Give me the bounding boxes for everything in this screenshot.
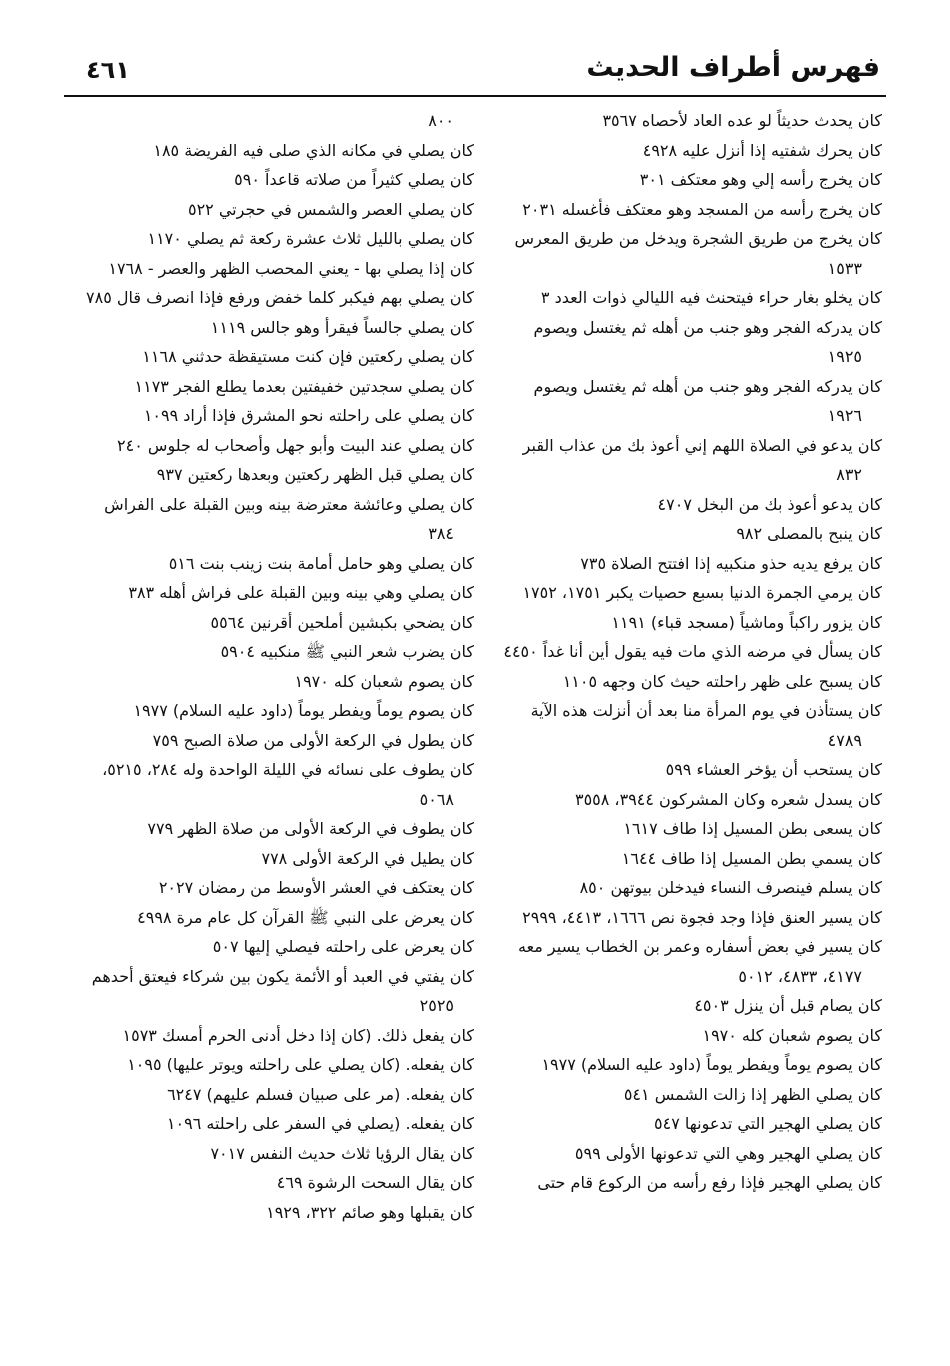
index-entry: كان يصلي الهجير وهي التي تدعونها الأولى ٥٩٩ [574,1143,882,1163]
index-entry: كان يدركه الفجر وهو جنب من أهله ثم يغتسل ويصوم ١٩٢٥ [533,317,882,366]
index-entry: كان يصلي في مكانه الذي صلى فيه الفريضة ١٨٥ [153,140,474,160]
index-entry: كان يخلو بغار حراء فيتحنث فيه الليالي ذوات العدد ٣ [540,288,882,307]
index-entry: كان يصلي كثيراً من صلاته قاعداً ٥٩٠ [234,170,474,189]
index-entry: كان يصوم يوماً ويفطر يوماً (داود عليه السلام) ١٩٧٧ [541,1055,882,1074]
index-entry: كان يضحي بكبشين أملحين أقرنين ٥٥٦٤ [210,612,474,632]
index-entry: كان يصام قبل أن ينزل ٤٥٠٣ [694,996,882,1015]
index-entry: كان يسأل في مرضه الذي مات فيه يقول أين أنا غداً ٤٤٥٠ [503,642,882,661]
index-entry: كان يسمي بطن المسيل إذا طاف ١٦٤٤ [621,848,882,868]
index-entry: كان يصلي جالساً فيقرأ وهو جالس ١١١٩ [210,317,474,337]
index-entry: كان يسدل شعره وكان المشركون ٣٩٤٤، ٣٥٥٨ [574,789,882,809]
index-entry: كان يفعل ذلك. (كان إذا دخل أدنى الحرم أمسك ١٥٧٣ [122,1025,474,1045]
index-entry: كان يسلم فينصرف النساء فيدخلن بيوتهن ٨٥٠ [579,878,882,897]
index-entry: كان يقال السحت الرشوة ٤٦٩ [276,1173,474,1192]
index-entry: كان يصلي بهم فيكبر كلما خفض ورفع فإذا انصرف قال ٧٨٥ [86,288,474,307]
index-entry: كان يعتكف في العشر الأوسط من رمضان ٢٠٢٧ [158,878,474,897]
index-entry: كان يصلي وهي بينه وبين القبلة على فراش أهله ٣٨٣ [128,583,474,602]
index-entry: كان يصوم شعبان كله ١٩٧٠ [702,1025,882,1045]
index-entry: كان يسبح على ظهر راحلته حيث كان وجهه ١١٠٥ [562,671,882,691]
index-entry: كان يحرك شفتيه إذا أنزل عليه ٤٩٢٨ [642,140,882,160]
index-entry: كان يطوف على نسائه في الليلة الواحدة وله ٢٨٤، ٥٢١٥، ٥٠٦٨ [102,760,474,809]
index-entry: كان يصلي وهو حامل أمامة بنت زينب بنت ٥١٦ [168,553,474,573]
index-entry: كان يدركه الفجر وهو جنب من أهله ثم يغتسل ويصوم ١٩٢٦ [533,376,882,425]
index-entry: كان يسير العنق فإذا وجد فجوة نص ١٦٦٦، ٤٤١٣، ٢٩٩٩ [522,907,882,927]
index-entry: كان يصلي عند البيت وأبو جهل وأصحاب له جلوس ٢٤٠ [117,435,474,455]
index-entry: كان يرفع يديه حذو منكبيه إذا افتتح الصلاة ٧٣٥ [580,553,882,573]
header-rule [64,95,886,97]
index-entry: كان يدعو في الصلاة اللهم إني أعوذ بك من عذاب القبر ٨٣٢ [522,435,882,484]
index-entry: كان يطيل في الركعة الأولى ٧٧٨ [261,848,474,868]
index-entry: كان يصلي على راحلته نحو المشرق فإذا أراد ١٠٩٩ [143,406,474,425]
index-entry: كان يقال الرؤيا ثلاث حديث النفس ٧٠١٧ [210,1143,474,1163]
index-entry: كان يصلي العصر والشمس في حجرتي ٥٢٢ [187,199,474,219]
index-entry: كان يستحب أن يؤخر العشاء ٥٩٩ [665,760,882,779]
index-entry: كان يفعله. (يصلي في السفر على راحلته ١٠٩٦ [166,1114,474,1133]
index-entry: كان يضرب شعر النبي ﷺ منكبيه ٥٩٠٤ [220,642,474,661]
index-title: فهرس أطراف الحديث [586,52,880,83]
index-entry: كان إذا يصلي بها - يعني المحصب الظهر والعصر - ١٧٦٨ [108,258,474,278]
index-entry: كان يصلي بالليل ثلاث عشرة ركعة ثم يصلي ١١٧٠ [147,229,474,248]
index-entry: كان يخرج رأسه إلي وهو معتكف ٣٠١ [639,170,882,189]
index-entry: كان يخرج من طريق الشجرة ويدخل من طريق المعرس ١٥٣٣ [514,229,882,278]
page-header [0,0,950,96]
index-entry: كان يصلي الهجير فإذا رفع رأسه من الركوع قام حتى [537,1173,882,1192]
index-entry: كان يدعو أعوذ بك من البخل ٤٧٠٧ [657,494,882,514]
index-entry: كان يزور راكباً وماشياً (مسجد قباء) ١١٩١ [611,612,882,632]
index-entry: كان يصلي الظهر إذا زالت الشمس ٥٤١ [623,1084,882,1104]
index-entry: كان يصوم شعبان كله ١٩٧٠ [294,671,474,691]
index-entry: كان يحدث حديثاً لو عده العاد لأحصاه ٣٥٦٧ [602,111,882,130]
index-entry: كان يعرض على راحلته فيصلي إليها ٥٠٧ [212,937,474,956]
index-entry: كان يسعى بطن المسيل إذا طاف ١٦١٧ [623,819,882,838]
index-entry: كان يسير في بعض أسفاره وعمر بن الخطاب يسير معه ٤١٧٧، ٤٨٣٣، ٥٠١٢ [517,937,882,986]
index-entry: كان ينبح بالمصلى ٩٨٢ [736,524,882,543]
index-entry: كان يخرج رأسه من المسجد وهو معتكف فأغسله ٢٠٣١ [522,199,882,219]
index-entry-continuation: ٨٠٠ [428,111,454,130]
index-entry: كان يصلي سجدتين خفيفتين بعدما يطلع الفجر ١١٧٣ [134,376,474,396]
index-entry: كان يصوم يوماً ويفطر يوماً (داود عليه السلام) ١٩٧٧ [133,701,474,720]
index-entry: كان يستأذن في يوم المرأة منا بعد أن أنزلت هذه الآية ٤٧٨٩ [530,701,882,750]
index-entry: كان يعرض على النبي ﷺ القرآن كل عام مرة ٤٩٩٨ [137,907,474,927]
index-entry: كان يصلي الهجير التي تدعونها ٥٤٧ [654,1114,882,1133]
index-entry: كان يصلي قبل الظهر ركعتين وبعدها ركعتين ٩٣٧ [156,465,474,484]
index-entry: كان يصلي وعائشة معترضة بينه وبين القبلة على الفراش ٣٨٤ [104,494,474,543]
page-number: ٤٦١ [86,56,130,84]
index-entry: كان يطوف في الركعة الأولى من صلاة الظهر ٧٧٩ [147,819,474,838]
index-entry: كان يفتي في العبد أو الأئمة يكون بين شركاء فيعتق أحدهم ٢٥٢٥ [91,966,474,1015]
right-column [496,106,882,1198]
index-entry: كان يقبلها وهو صائم ٣٢٢، ١٩٢٩ [266,1202,474,1222]
index-entry: كان يصلي ركعتين فإن كنت مستيقظة حدثني ١١٦٨ [142,347,474,366]
left-column [78,106,474,1227]
index-entry: كان يطول في الركعة الأولى من صلاة الصبح ٧٥٩ [152,730,474,750]
index-entry: كان يفعله. (كان يصلي على راحلته ويوتر عليها) ١٠٩٥ [127,1055,474,1074]
index-entry: كان يرمي الجمرة الدنيا بسبع حصيات يكبر ١٧٥١، ١٧٥٢ [522,583,882,602]
index-entry: كان يفعله. (مر على صبيان فسلم عليهم) ٦٢٤٧ [167,1084,474,1104]
